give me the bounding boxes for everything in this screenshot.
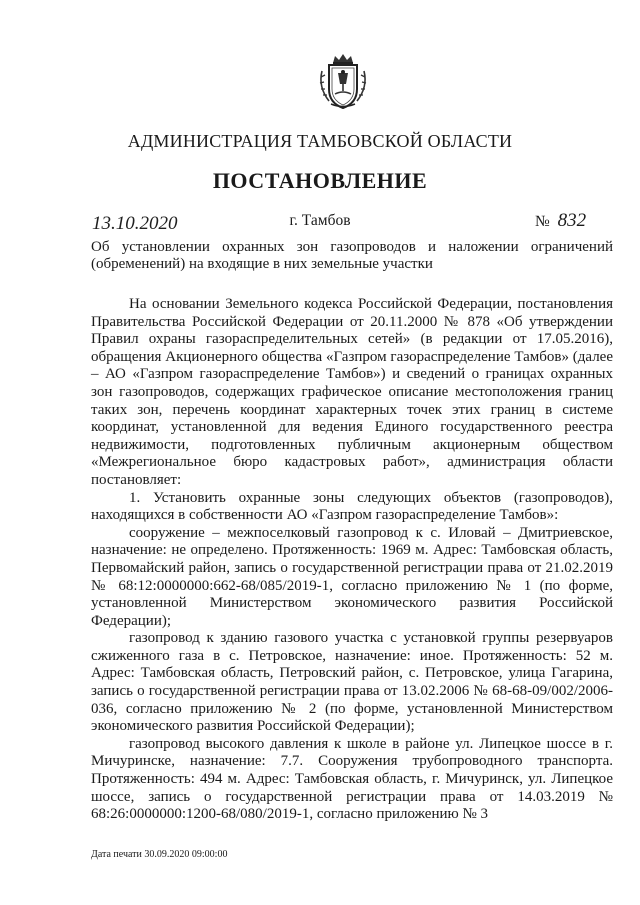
body-paragraph: сооружение – межпоселковый газопровод к с. Иловай – Дмитриевское, назначение: не определено. Протяженность: 1969 м. Адрес: Тамбовская область, Первомайский район, запись о государственной регистрации права от 21.02.2019 № 68:12:0000000:662-68/085/2019-1, согласно приложению № 1 (по форме, установленной Министерством экономического развития Российской Федерации); bbox=[91, 524, 613, 629]
document-subject: Об установлении охранных зон газопроводов и наложении ограничений (обременений) на входящие в них земельные участки bbox=[91, 239, 613, 272]
document-date: 13.10.2020 bbox=[92, 213, 178, 234]
body-paragraph: газопровод к зданию газового участка с установкой группы резервуаров сжиженного газа в с. Петровское, назначение: иное. Протяженность: 52 м. Адрес: Тамбовская область, Петровский район, с. Петровское, улица Гагарина, запись о государственной регистрации права от 13.02.2006 № 68-68-09/002/2006-036, согласно приложению № 2 (по форме, установленной Министерством экономического развития Российской Федерации); bbox=[91, 630, 613, 735]
body-paragraph: 1. Установить охранные зоны следующих объектов (газопроводов), находящихся в собственности АО «Газпром газораспределение Тамбов»: bbox=[91, 489, 613, 524]
number-value: 832 bbox=[557, 210, 587, 231]
agency-name: АДМИНИСТРАЦИЯ ТАМБОВСКОЙ ОБЛАСТИ bbox=[127, 131, 513, 151]
document-number bbox=[535, 210, 586, 232]
coat-of-arms-icon bbox=[313, 51, 373, 111]
document-type: ПОСТАНОВЛЕНИЕ bbox=[212, 168, 428, 193]
body-paragraph: На основании Земельного кодекса Российской Федерации, постановления Правительства Российской Федерации от 20.11.2000 № 878 «Об утверждении Правил охраны газораспределительных сетей» (в редакции от 17.05.2016), обращения Акционерного общества «Газпром газораспределение Тамбов» (далее – АО «Газпром газораспределение Тамбов») и сведений о границах охранных зон газопроводов, содержащих графическое описание местоположения границ таких зон, перечень координат характерных точек этих границ в системе координат, установленной для ведения Единого государственного реестра недвижимости, подготовленных публичным акционерным обществом «Межрегиональное бюро кадастровых работ», администрация области постановляет: bbox=[91, 296, 613, 488]
document-body bbox=[91, 296, 613, 824]
print-date-footer: Дата печати 30.09.2020 09:00:00 bbox=[91, 849, 228, 860]
body-paragraph: газопровод высокого давления к школе в районе ул. Липецкое шоссе в г. Мичуринске, назначение: 7.7. Сооружения трубопроводного транспорта. Протяженность: 494 м. Адрес: Тамбовская область, г. Мичуринск, ул. Липецкое шоссе, запись о государственной регистрации права от 14.03.2019 № 68:26:0000000:1200-68/080/2019-1, согласно приложению № 3 bbox=[91, 735, 613, 823]
number-label: № bbox=[535, 213, 550, 230]
document-city: г. Тамбов bbox=[289, 212, 351, 229]
